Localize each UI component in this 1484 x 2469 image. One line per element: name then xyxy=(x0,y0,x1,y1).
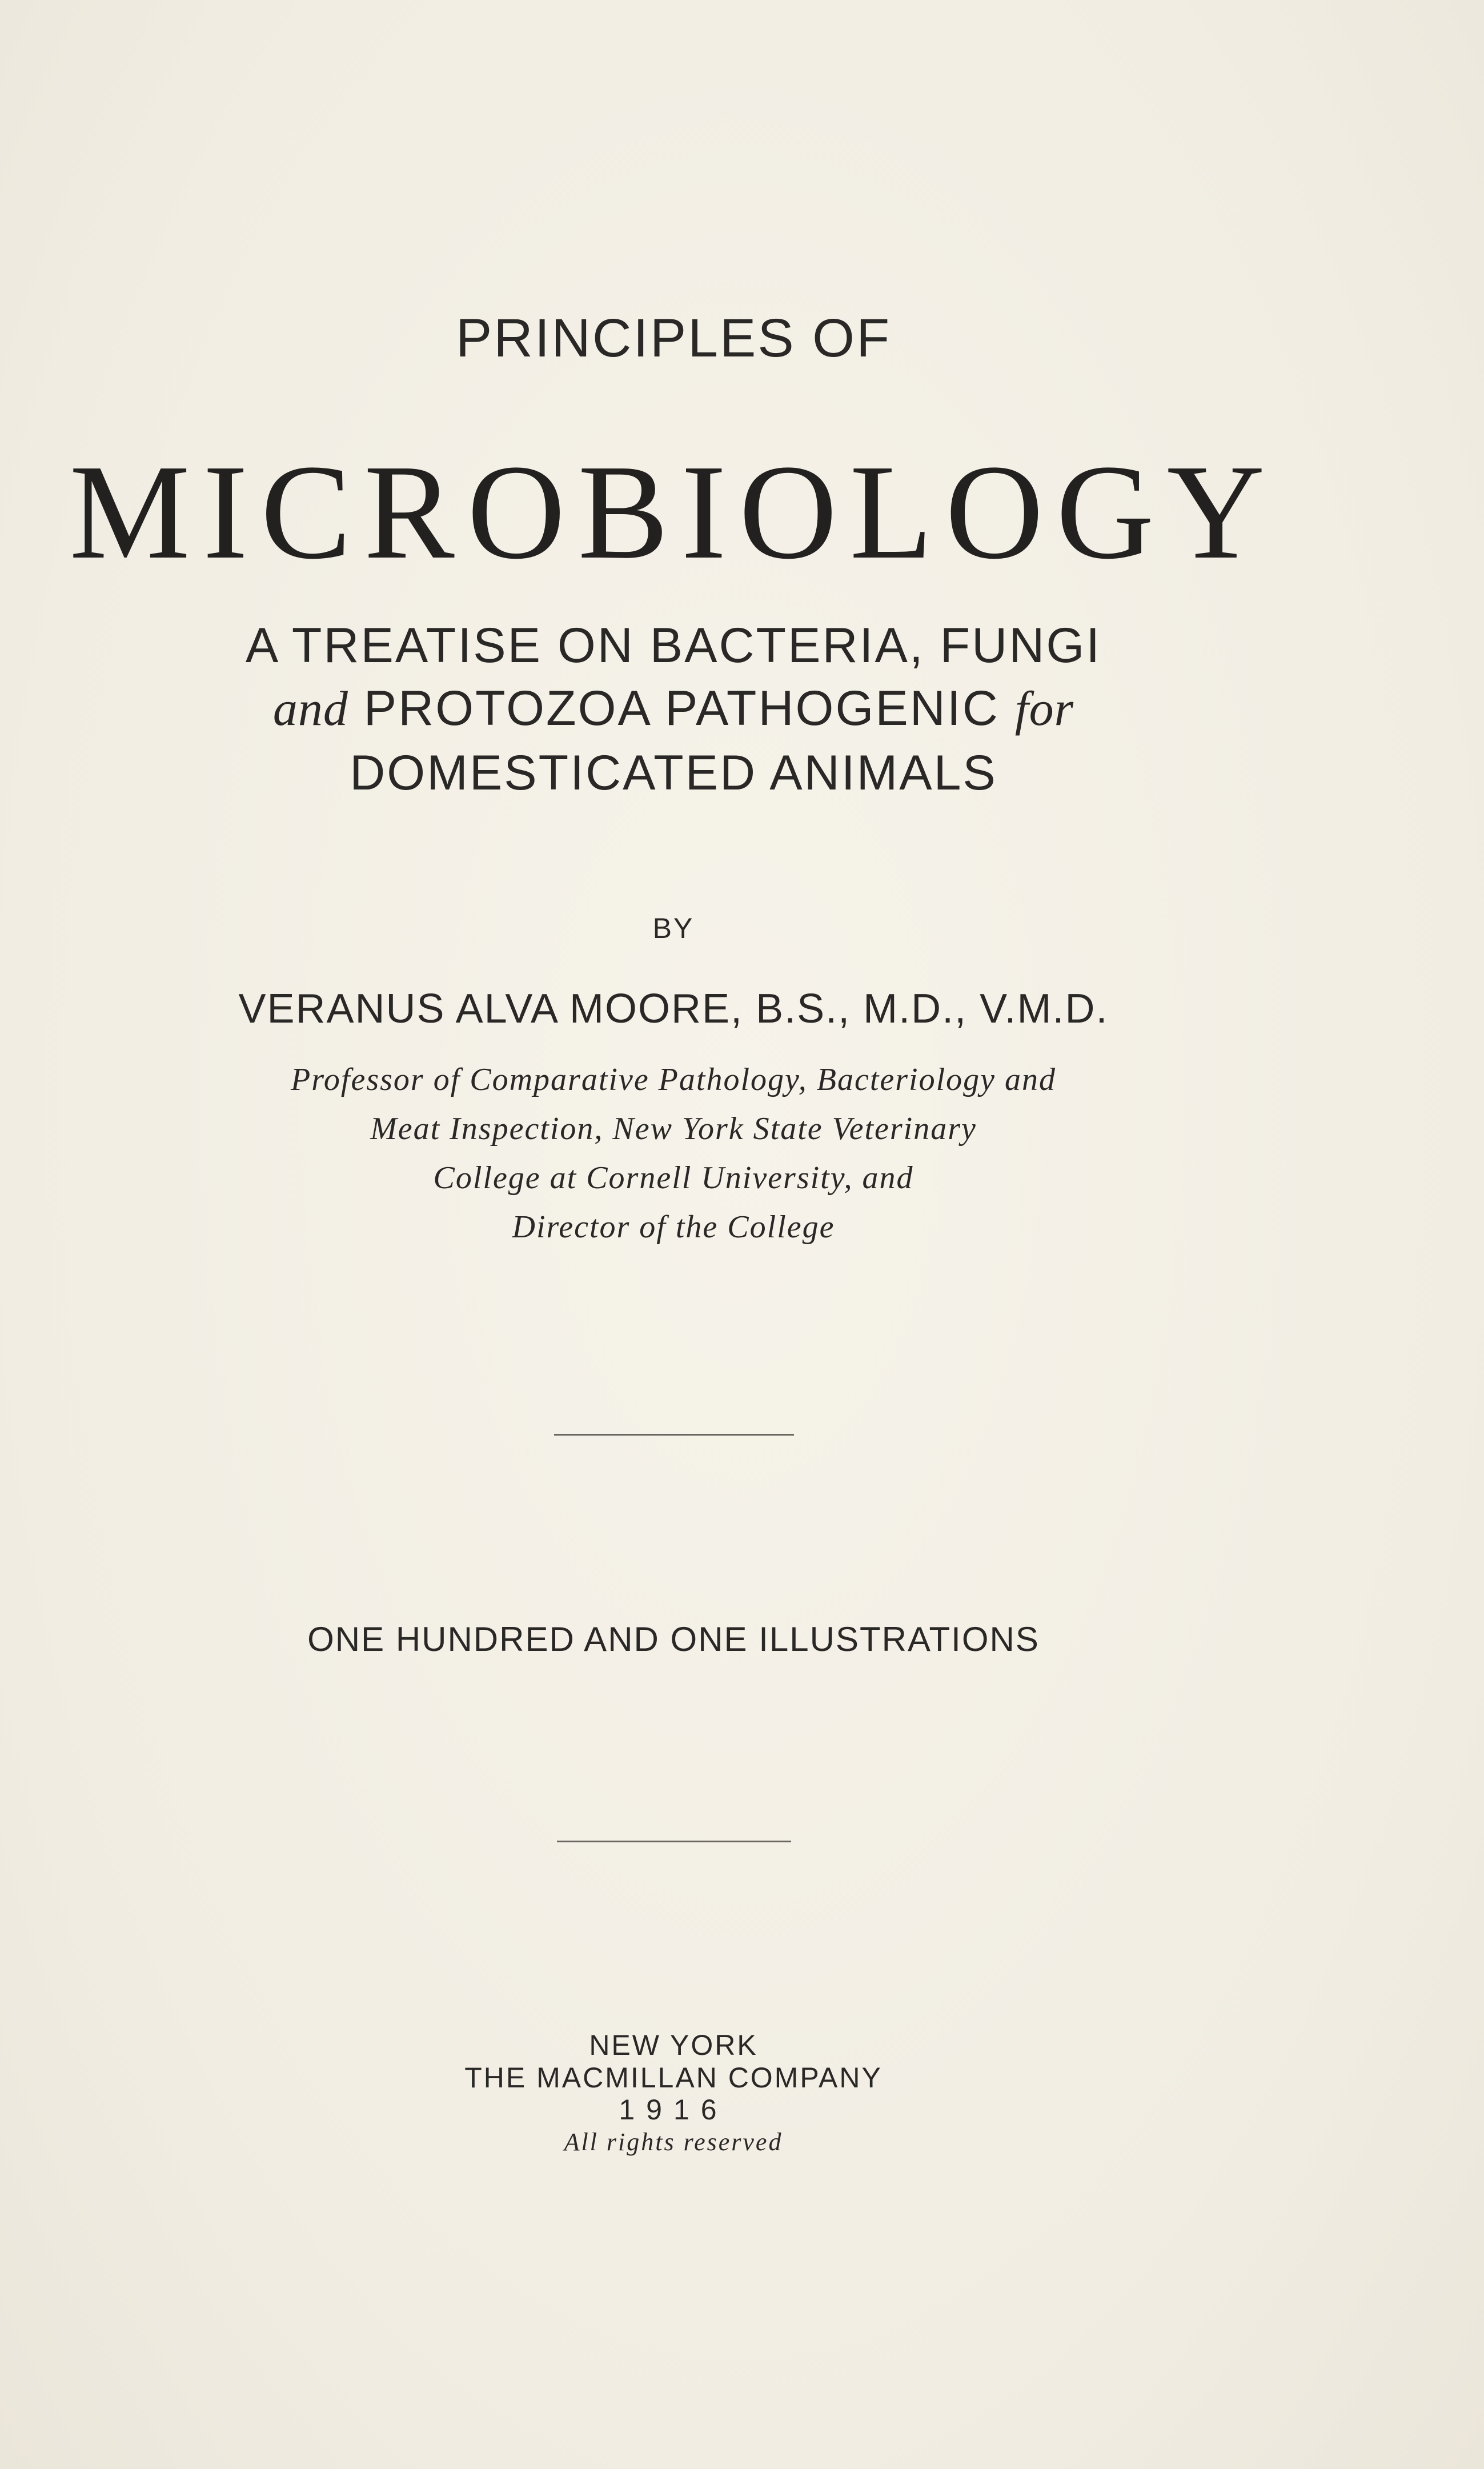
subtitle-line-3: DOMESTICATED ANIMALS xyxy=(350,745,997,800)
illustrations-note: ONE HUNDRED AND ONE ILLUSTRATIONS xyxy=(307,1620,1040,1658)
affiliation-line-4: Director of the College xyxy=(512,1209,835,1245)
divider-rule-bottom xyxy=(557,1841,791,1842)
affiliation-line-1: Professor of Comparative Pathology, Bacteriology and xyxy=(290,1062,1057,1097)
imprint-rights: All rights reserved xyxy=(564,2128,783,2156)
subtitle-line-2 xyxy=(0,681,1347,736)
affiliation-line-2: Meat Inspection, New York State Veterinary xyxy=(370,1111,977,1147)
subtitle-and: and xyxy=(272,681,348,736)
affiliation-line-3: College at Cornell University, and xyxy=(433,1160,914,1196)
by-label: BY xyxy=(652,912,695,944)
subtitle-for: for xyxy=(1014,681,1074,736)
title-line-1: PRINCIPLES OF xyxy=(455,308,892,368)
divider-rule-top xyxy=(554,1434,794,1436)
title-main: MICROBIOLOGY xyxy=(69,437,1278,587)
subtitle-line-1: A TREATISE ON BACTERIA, FUNGI xyxy=(245,618,1102,673)
imprint-year: 1916 xyxy=(619,2094,728,2126)
author-name: VERANUS ALVA MOORE, B.S., M.D., V.M.D. xyxy=(238,986,1109,1032)
imprint-city: NEW YORK xyxy=(589,2029,758,2061)
imprint-publisher: THE MACMILLAN COMPANY xyxy=(464,2062,883,2094)
subtitle-main: PROTOZOA PATHOGENIC xyxy=(363,681,1000,736)
